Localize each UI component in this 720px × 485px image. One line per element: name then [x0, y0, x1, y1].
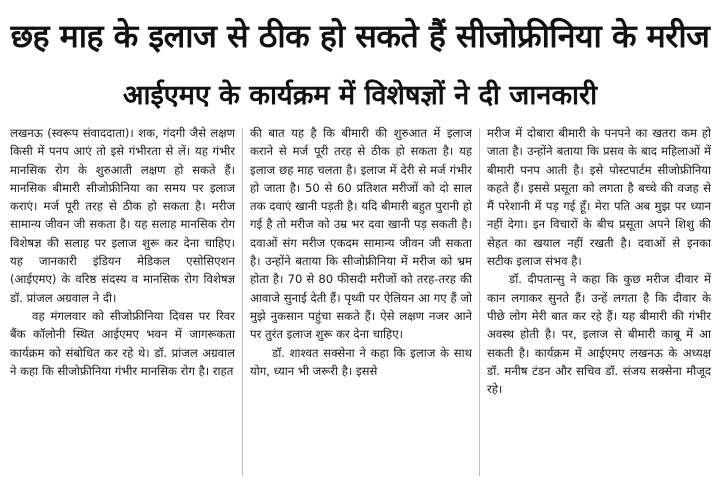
column-1-paragraph-1: लखनऊ (स्वरूप संवाददाता)। शक, गंदगी जैसे लक्षण किसी में पनप आएं तो इसे गंभीरता से लें। यह गंभीर मानसिक रोग के शुरुआती लक्षण हो सकते हैं। मानसिक बीमारी सीजोफ्रीनिया का समय पर इलाज कराएं। मर्ज पूरी तरह से ठीक हो सकता है। मरीज सामान्य जीवन जी सकता है। यह सलाह मानसिक रोग विशेषज्ञ की सलाह पर इलाज शुरू कर देना चाहिए। यह जानकारी इंडियन मेडिकल एसोसिएशन (आईएमए) के वरिष्ठ संदस्य व मानसिक रोग विशेषज्ञ डॉ. प्रांजल अग्रवाल ने दी।: [10, 126, 235, 305]
column-divider: [479, 128, 480, 476]
column-1-paragraph-2: वह मंगलवार को सीजोफ्रीनिया दिवस पर रिवर बैंक कॉलोनी स्थित आईएमए भवन में जागरूकता कार्यक्रम को संबोधित कर रहे थे। डॉ. प्रांजल अग्रवाल ने कहा कि सीजोफ्रीनिया गंभीर मानसिक रोग है। राहत: [10, 308, 235, 378]
headline: छह माह के इलाज से ठीक हो सकते हैं सीजोफ्रीनिया के मरीज: [10, 17, 710, 55]
column-divider: [242, 128, 243, 476]
article-column-1: [10, 124, 235, 480]
article-column-3: [487, 124, 711, 480]
column-3-paragraph-2: डॉ. दीपतान्सु ने कहा कि कुछ मरीज दीवार में कान लगाकर सुनते हैं। उन्हें लगता है कि दीवार के पीछे लोग मेरी बात कर रहे हैं। यह बीमारी की गंभीर अवस्थ होती है। पर, इलाज से बीमारी काबू में आ सकती है। कार्यक्रम में आईएमए लखनऊ के अध्यक्ष डॉ. मनीष टंडन और सचिव डॉ. संजय सक्सेना मौजूद रहे।: [487, 272, 711, 397]
article-column-2: [250, 124, 472, 480]
column-2-paragraph-1: की बात यह है कि बीमारी की शुरुआत में इलाज कराने से मर्ज पूरी तरह से ठीक हो सकता है। यह इलाज छह माह चलता है। इलाज में देरी से मर्ज गंभीर हो जाता है। 50 से 60 प्रतिशत मरीजों को दो साल तक दवाएं खानी पड़ती है। यदि बीमारी बहुत पुरानी हो गई है तो मरीज को उम्र भर दवा खानी पड़ सकती है। दवाओं संग मरीज एकदम सामान्य जीवन जी सकता है। उन्होंने बताया कि सीजोफ्रीनिया में मरीज को भ्रम होता है। 70 से 80 फीसदी मरीजों को तरह-तरह की आवाजे सुनाई देती हैं। पृथ्वी पर ऐलियन आ गए हैं जो मुझे नुकसान पहुंचा सकते हैं। ऐसे लक्षण नजर आने पर तुरंत इलाज शुरू कर देना चाहिए।: [250, 126, 472, 342]
subheadline: आईएमए के कार्यक्रम में विशेषज्ञों ने दी जानकारी: [122, 80, 598, 111]
column-3-paragraph-1: मरीज में दोबारा बीमारी के पनपने का खतरा कम हो जाता है। उन्होंने बताया कि प्रसव के बाद महिलाओं में बीमारी पनप आती है। इसे पोस्टपार्टम सीजोफ्रीनिया कहते हैं। इससे प्रसूता को लगता है बच्चे की वजह से मैं परेशानी में पड़ गई हूँ। मेरा पति अब मुझ पर ध्यान नहीं देगा। इन विचारों के बीच प्रसूता अपने शिशु की सेहत का खयाल नहीं रखती है। दवाओं से इनका सटीक इलाज संभव है।: [487, 126, 711, 269]
column-2-paragraph-2: डॉ. शाश्वत सक्सेना ने कहा कि इलाज के साथ योग, ध्यान भी जरूरी है। इससे: [250, 345, 472, 378]
